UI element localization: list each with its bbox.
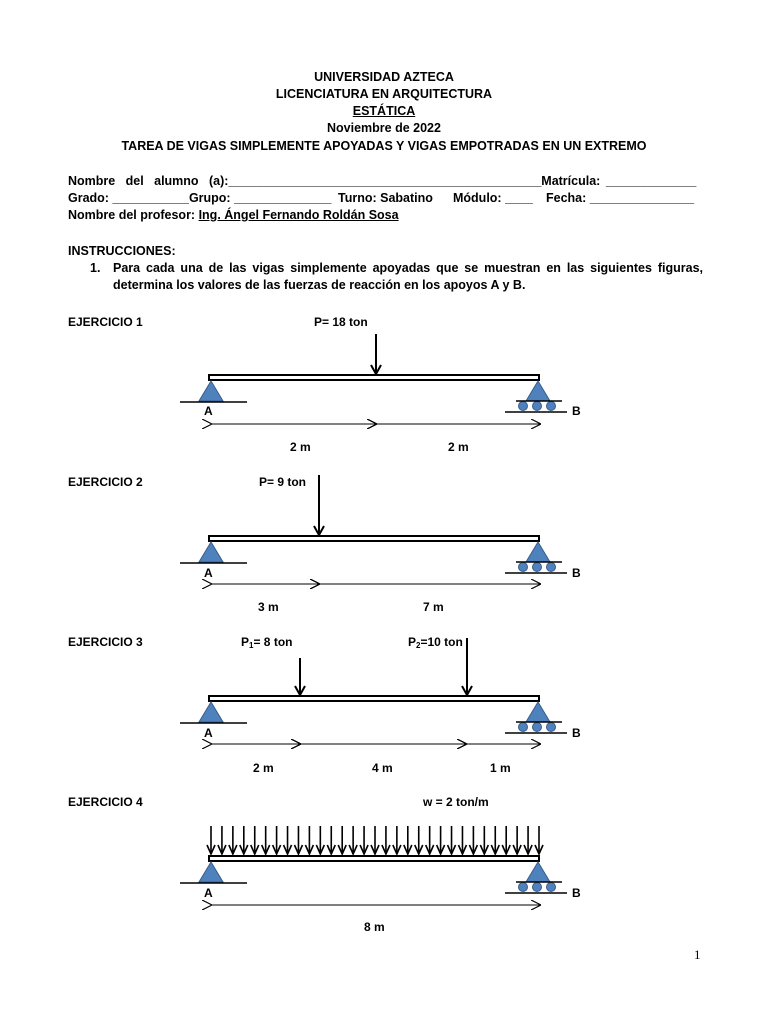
- modulo-blank[interactable]: ____: [505, 191, 533, 205]
- ex4-support-b-label: B: [572, 886, 581, 900]
- beam: [209, 856, 539, 861]
- ex3-support-a-label: A: [204, 726, 213, 740]
- distributed-load-arrows: [207, 826, 543, 854]
- program-title: LICENCIATURA EN ARQUITECTURA: [275, 87, 493, 101]
- grupo-label: Grupo:: [188, 191, 235, 205]
- grado-blank[interactable]: ___________: [112, 191, 189, 205]
- matricula-blank[interactable]: _____________: [606, 174, 697, 188]
- beam: [209, 536, 539, 541]
- student-label: Nombre del alumno (a):: [68, 174, 229, 188]
- roller-support-b: [526, 702, 550, 722]
- grado-label: Grado:: [68, 191, 113, 205]
- ex2-dim-1: 3 m: [258, 600, 279, 614]
- ex4-support-a-label: A: [204, 886, 213, 900]
- assignment-title: TAREA DE VIGAS SIMPLEMENTE APOYADAS Y VIGAS EMPOTRADAS EN UN EXTREMO: [121, 139, 647, 153]
- roller-wheel: [533, 723, 542, 732]
- ex2-support-b-label: B: [572, 566, 581, 580]
- ex1-support-b-label: B: [572, 404, 581, 418]
- instruction-text: Para cada una de las vigas simplemente apoyadas que se muestran en las siguientes figuras, determina los valores de las fuerzas de reacción en los apoyos A y B.: [113, 261, 703, 292]
- matricula-label: Matrícula:: [541, 174, 601, 188]
- ex3-dim-2: 4 m: [372, 761, 393, 775]
- beam: [209, 696, 539, 701]
- exercise-2-title: EJERCICIO 2: [68, 475, 143, 489]
- student-blank[interactable]: _____________________________________________: [228, 174, 542, 188]
- roller-support-b: [526, 862, 550, 882]
- roller-wheel: [533, 883, 542, 892]
- ex3-dim-1: 2 m: [253, 761, 274, 775]
- exercise-1-title: EJERCICIO 1: [68, 315, 143, 329]
- profesor-label: Nombre del profesor:: [68, 208, 199, 222]
- roller-wheel: [547, 883, 556, 892]
- roller-wheel: [547, 723, 556, 732]
- instructions-title: INSTRUCCIONES:: [68, 244, 176, 258]
- ex2-support-a-label: A: [204, 566, 213, 580]
- exercise-4-diagram: [180, 826, 567, 905]
- exercise-2-diagram: [180, 475, 567, 584]
- load2-subscript: 2: [416, 641, 421, 650]
- beam: [209, 375, 539, 380]
- roller-wheel: [519, 723, 528, 732]
- pin-support-a: [199, 702, 223, 722]
- exercise-2-load-label: P= 9 ton: [259, 475, 307, 489]
- exercise-4-load-label: w = 2 ton/m: [423, 795, 489, 809]
- ex1-dim-2: 2 m: [448, 440, 469, 454]
- load1-symbol: P: [241, 635, 250, 649]
- ex1-dim-1: 2 m: [290, 440, 311, 454]
- fecha-blank[interactable]: _______________: [589, 191, 695, 205]
- fecha-label: Fecha:: [546, 191, 590, 205]
- roller-wheel: [519, 402, 528, 411]
- roller-wheel: [519, 563, 528, 572]
- roller-support-b: [526, 542, 550, 562]
- exercise-4-title: EJERCICIO 4: [68, 795, 143, 809]
- roller-wheel: [533, 563, 542, 572]
- roller-wheel: [519, 883, 528, 892]
- exercise-3-title: EJERCICIO 3: [68, 635, 143, 649]
- subject-text: ESTÁTICA: [352, 104, 416, 118]
- load1-value: = 8 ton: [253, 635, 293, 649]
- grupo-blank[interactable]: ______________: [234, 191, 332, 205]
- roller-wheel: [547, 563, 556, 572]
- exercise-3-diagram: [180, 638, 567, 744]
- date-title: Noviembre de 2022: [327, 121, 441, 135]
- exercise-1-diagram: [180, 334, 567, 424]
- modulo-label: Módulo:: [453, 191, 506, 205]
- ex4-dim-1: 8 m: [364, 920, 385, 934]
- university-title: UNIVERSIDAD AZTECA: [314, 70, 454, 84]
- exercise-1-load-label: P= 18 ton: [314, 315, 368, 329]
- page-number: 1: [694, 947, 701, 962]
- instruction-number: 1.: [90, 261, 101, 275]
- ex1-support-a-label: A: [204, 404, 213, 418]
- profesor-name: Ing. Ángel Fernando Roldán Sosa: [198, 208, 399, 222]
- roller-wheel: [547, 402, 556, 411]
- pin-support-a: [199, 542, 223, 562]
- ex3-support-b-label: B: [572, 726, 581, 740]
- load1-subscript: 1: [249, 641, 254, 650]
- load2-value: =10 ton: [420, 635, 463, 649]
- roller-support-b: [526, 381, 550, 401]
- turno-label: Turno: Sabatino: [338, 191, 433, 205]
- load2-symbol: P: [408, 635, 417, 649]
- ex2-dim-2: 7 m: [423, 600, 444, 614]
- pin-support-a: [199, 381, 223, 401]
- roller-wheel: [533, 402, 542, 411]
- pin-support-a: [199, 862, 223, 882]
- ex3-dim-3: 1 m: [490, 761, 511, 775]
